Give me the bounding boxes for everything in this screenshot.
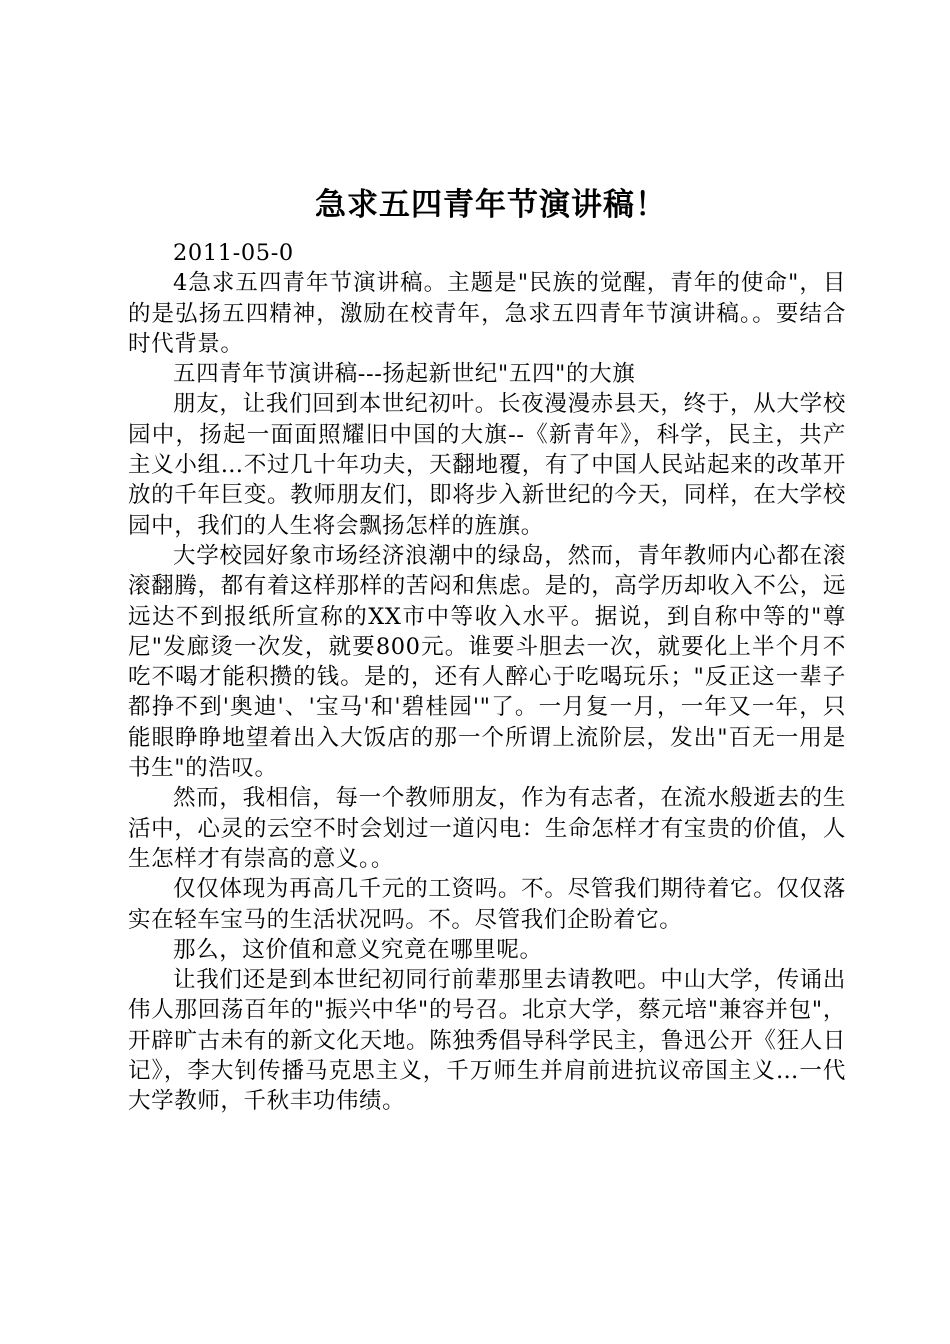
paragraph: 仅仅体现为再高几千元的工资吗。不。尽管我们期待着它。仅仅落实在轻车宝马的生活状况吗。不。尽管我们企盼着它。	[128, 876, 846, 933]
paragraph: 然而，我相信，每一个教师朋友，作为有志者，在流水般逝去的生活中，心灵的云空不时会划过一道闪电：生命怎样才有宝贵的价值，人生怎样才有崇高的意义。。	[128, 785, 846, 872]
document-body	[128, 238, 846, 1117]
paragraph: 朋友，让我们回到本世纪初叶。长夜漫漫赤县天，终于，从大学校园中，扬起一面面照耀旧中国的大旗--《新青年》，科学，民主，共产主义小组…不过几十年功夫，天翻地覆，有了中国人民站起来的改革开放的千年巨变。教师朋友们，即将步入新世纪的今天，同样，在大学校园中，我们的人生将会飘扬怎样的旌旗。	[128, 391, 846, 539]
paragraph-request: 4急求五四青年节演讲稿。主题是"民族的觉醒，青年的使命"，目的是弘扬五四精神，激励在校青年，急求五四青年节演讲稿。。要结合时代背景。	[128, 270, 846, 357]
paragraph: 那么，这价值和意义究竟在哪里呢。	[173, 936, 543, 963]
paragraph: 大学校园好象市场经济浪潮中的绿岛，然而，青年教师内心都在滚滚翻腾，都有着这样那样的苦闷和焦虑。是的，高学历却收入不公，远远达不到报纸所宣称的XX市中等收入水平。据说，到自称中等的"尊尼"发廊烫一次发，就要800元。谁要斗胆去一次，就要化上半个月不吃不喝才能积攒的钱。是的，还有人醉心于吃喝玩乐；"反正这一辈子都挣不到'奥迪'、'宝马'和'碧桂园'"了。一月复一月，一年又一年，只能眼睁睁地望着出入大饭店的那一个所谓上流阶层，发出"百无一用是书生"的浩叹。	[128, 542, 846, 782]
document-title: 急求五四青年节演讲稿！	[315, 187, 667, 223]
paragraph: 让我们还是到本世纪初同行前辈那里去请教吧。中山大学，传诵出伟人那回荡百年的"振兴中华"的号召。北京大学，蔡元培"兼容并包"，开辟旷古未有的新文化天地。陈独秀倡导科学民主，鲁迅公开《狂人日记》，李大钊传播马克思主义，千万师生并肩前进抗议帝国主义…一代大学教师，千秋丰功伟绩。	[128, 967, 846, 1115]
paragraph-date: 2011-05-0	[173, 240, 294, 266]
document-page	[128, 178, 846, 1117]
paragraph-subtitle: 五四青年节演讲稿---扬起新世纪"五四"的大旗	[173, 361, 636, 388]
